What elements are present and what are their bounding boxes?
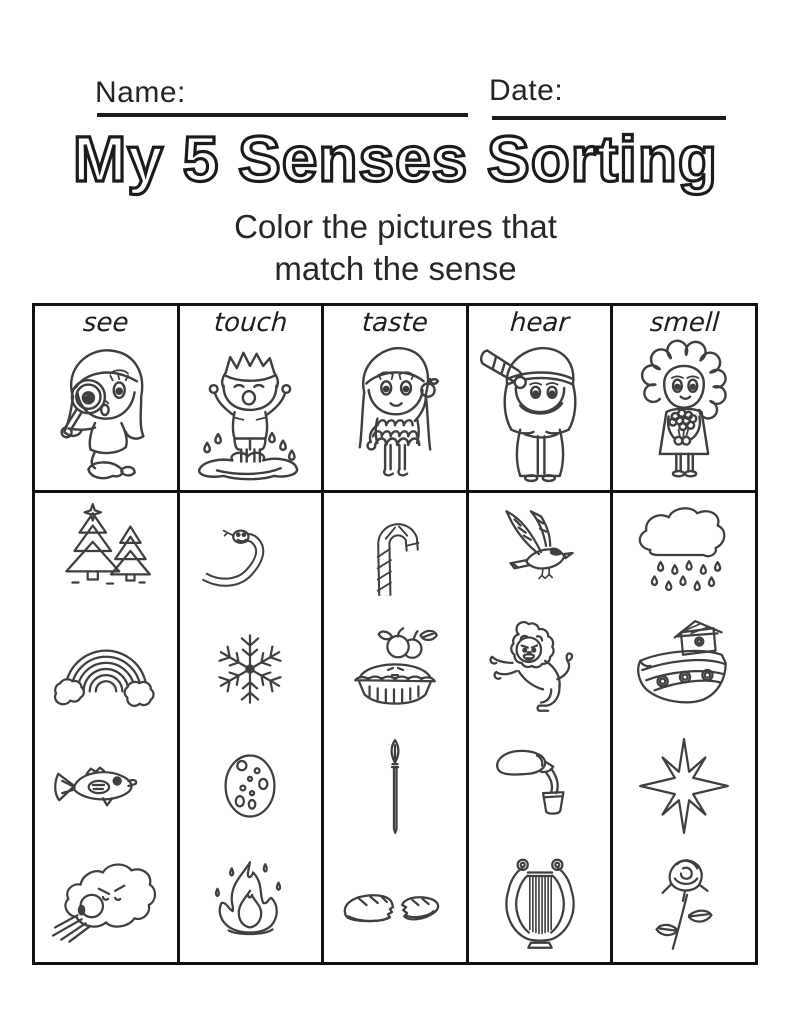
- sense-header-taste: [324, 306, 466, 493]
- date-write-line: [492, 116, 726, 120]
- items-cell-hear: [469, 493, 611, 962]
- roaring-lion-illustration: [484, 618, 596, 720]
- broken-bread-loaf-illustration: [339, 852, 451, 954]
- item-slot: [35, 610, 177, 727]
- lyre-harp-illustration: [484, 852, 596, 954]
- snowflake-illustration: [194, 618, 306, 720]
- item-slot: [613, 610, 755, 727]
- item-slot: [469, 845, 611, 962]
- sense-header-touch: [180, 306, 322, 493]
- snake-illustration: [194, 501, 306, 603]
- noahs-ark-illustration: [628, 618, 740, 720]
- fire-illustration: [194, 852, 306, 954]
- spear-illustration: [339, 735, 451, 837]
- rose-illustration: [628, 852, 740, 954]
- sense-header-smell: [613, 306, 755, 493]
- boy-splashing-in-puddle-illustration: [184, 339, 316, 483]
- item-slot: [469, 610, 611, 727]
- item-slot: [35, 493, 177, 610]
- items-cell-touch: [180, 493, 322, 962]
- page-title: My 5 Senses Sorting: [73, 123, 718, 195]
- item-slot: [469, 493, 611, 610]
- item-slot: [35, 728, 177, 845]
- subtitle-line-2: match the sense: [274, 249, 517, 287]
- girl-smelling-flowers-illustration: [618, 339, 750, 483]
- apple-pie-illustration: [339, 618, 451, 720]
- girl-with-magnifying-glass-illustration: [40, 339, 172, 483]
- blowing-wind-cloud-illustration: [50, 852, 162, 954]
- jug-pouring-into-cup-illustration: [484, 735, 596, 837]
- item-slot: [324, 728, 466, 845]
- item-slot: [35, 845, 177, 962]
- sense-column-touch: [180, 306, 325, 962]
- eight-pointed-star-illustration: [628, 735, 740, 837]
- item-slot: [613, 728, 755, 845]
- item-slot: [613, 493, 755, 610]
- rain-cloud-illustration: [628, 501, 740, 603]
- flying-bird-illustration: [484, 501, 596, 603]
- name-write-line: [97, 113, 468, 117]
- sense-column-hear: [469, 306, 614, 962]
- column-label-see: see: [81, 308, 130, 338]
- sense-column-smell: [613, 306, 755, 962]
- fish-illustration: [50, 735, 162, 837]
- page-subtitle: [0, 206, 791, 290]
- item-slot: [324, 493, 466, 610]
- column-label-touch: touch: [212, 308, 289, 338]
- subtitle-line-1: Color the pictures that: [234, 208, 557, 245]
- name-label: Name:: [95, 76, 186, 109]
- item-slot: [324, 610, 466, 727]
- sense-header-hear: [469, 306, 611, 493]
- sense-column-see: [35, 306, 180, 962]
- candy-cane-illustration: [339, 501, 451, 603]
- item-slot: [324, 845, 466, 962]
- christmas-trees-illustration: [50, 501, 162, 603]
- man-listening-with-horn-illustration: [474, 339, 606, 483]
- items-cell-taste: [324, 493, 466, 962]
- girl-holding-fruit-illustration: [329, 339, 461, 483]
- column-label-hear: hear: [508, 308, 571, 338]
- column-label-smell: smell: [648, 308, 720, 338]
- item-slot: [180, 493, 322, 610]
- items-cell-smell: [613, 493, 755, 962]
- item-slot: [180, 728, 322, 845]
- item-slot: [180, 845, 322, 962]
- rainbow-illustration: [50, 618, 162, 720]
- item-slot: [613, 845, 755, 962]
- items-cell-see: [35, 493, 177, 962]
- senses-table: [32, 303, 758, 965]
- date-label: Date:: [489, 74, 564, 107]
- item-slot: [469, 728, 611, 845]
- item-slot: [180, 610, 322, 727]
- sense-header-see: [35, 306, 177, 493]
- sense-column-taste: [324, 306, 469, 962]
- column-label-taste: taste: [361, 308, 429, 338]
- spotted-egg-illustration: [194, 735, 306, 837]
